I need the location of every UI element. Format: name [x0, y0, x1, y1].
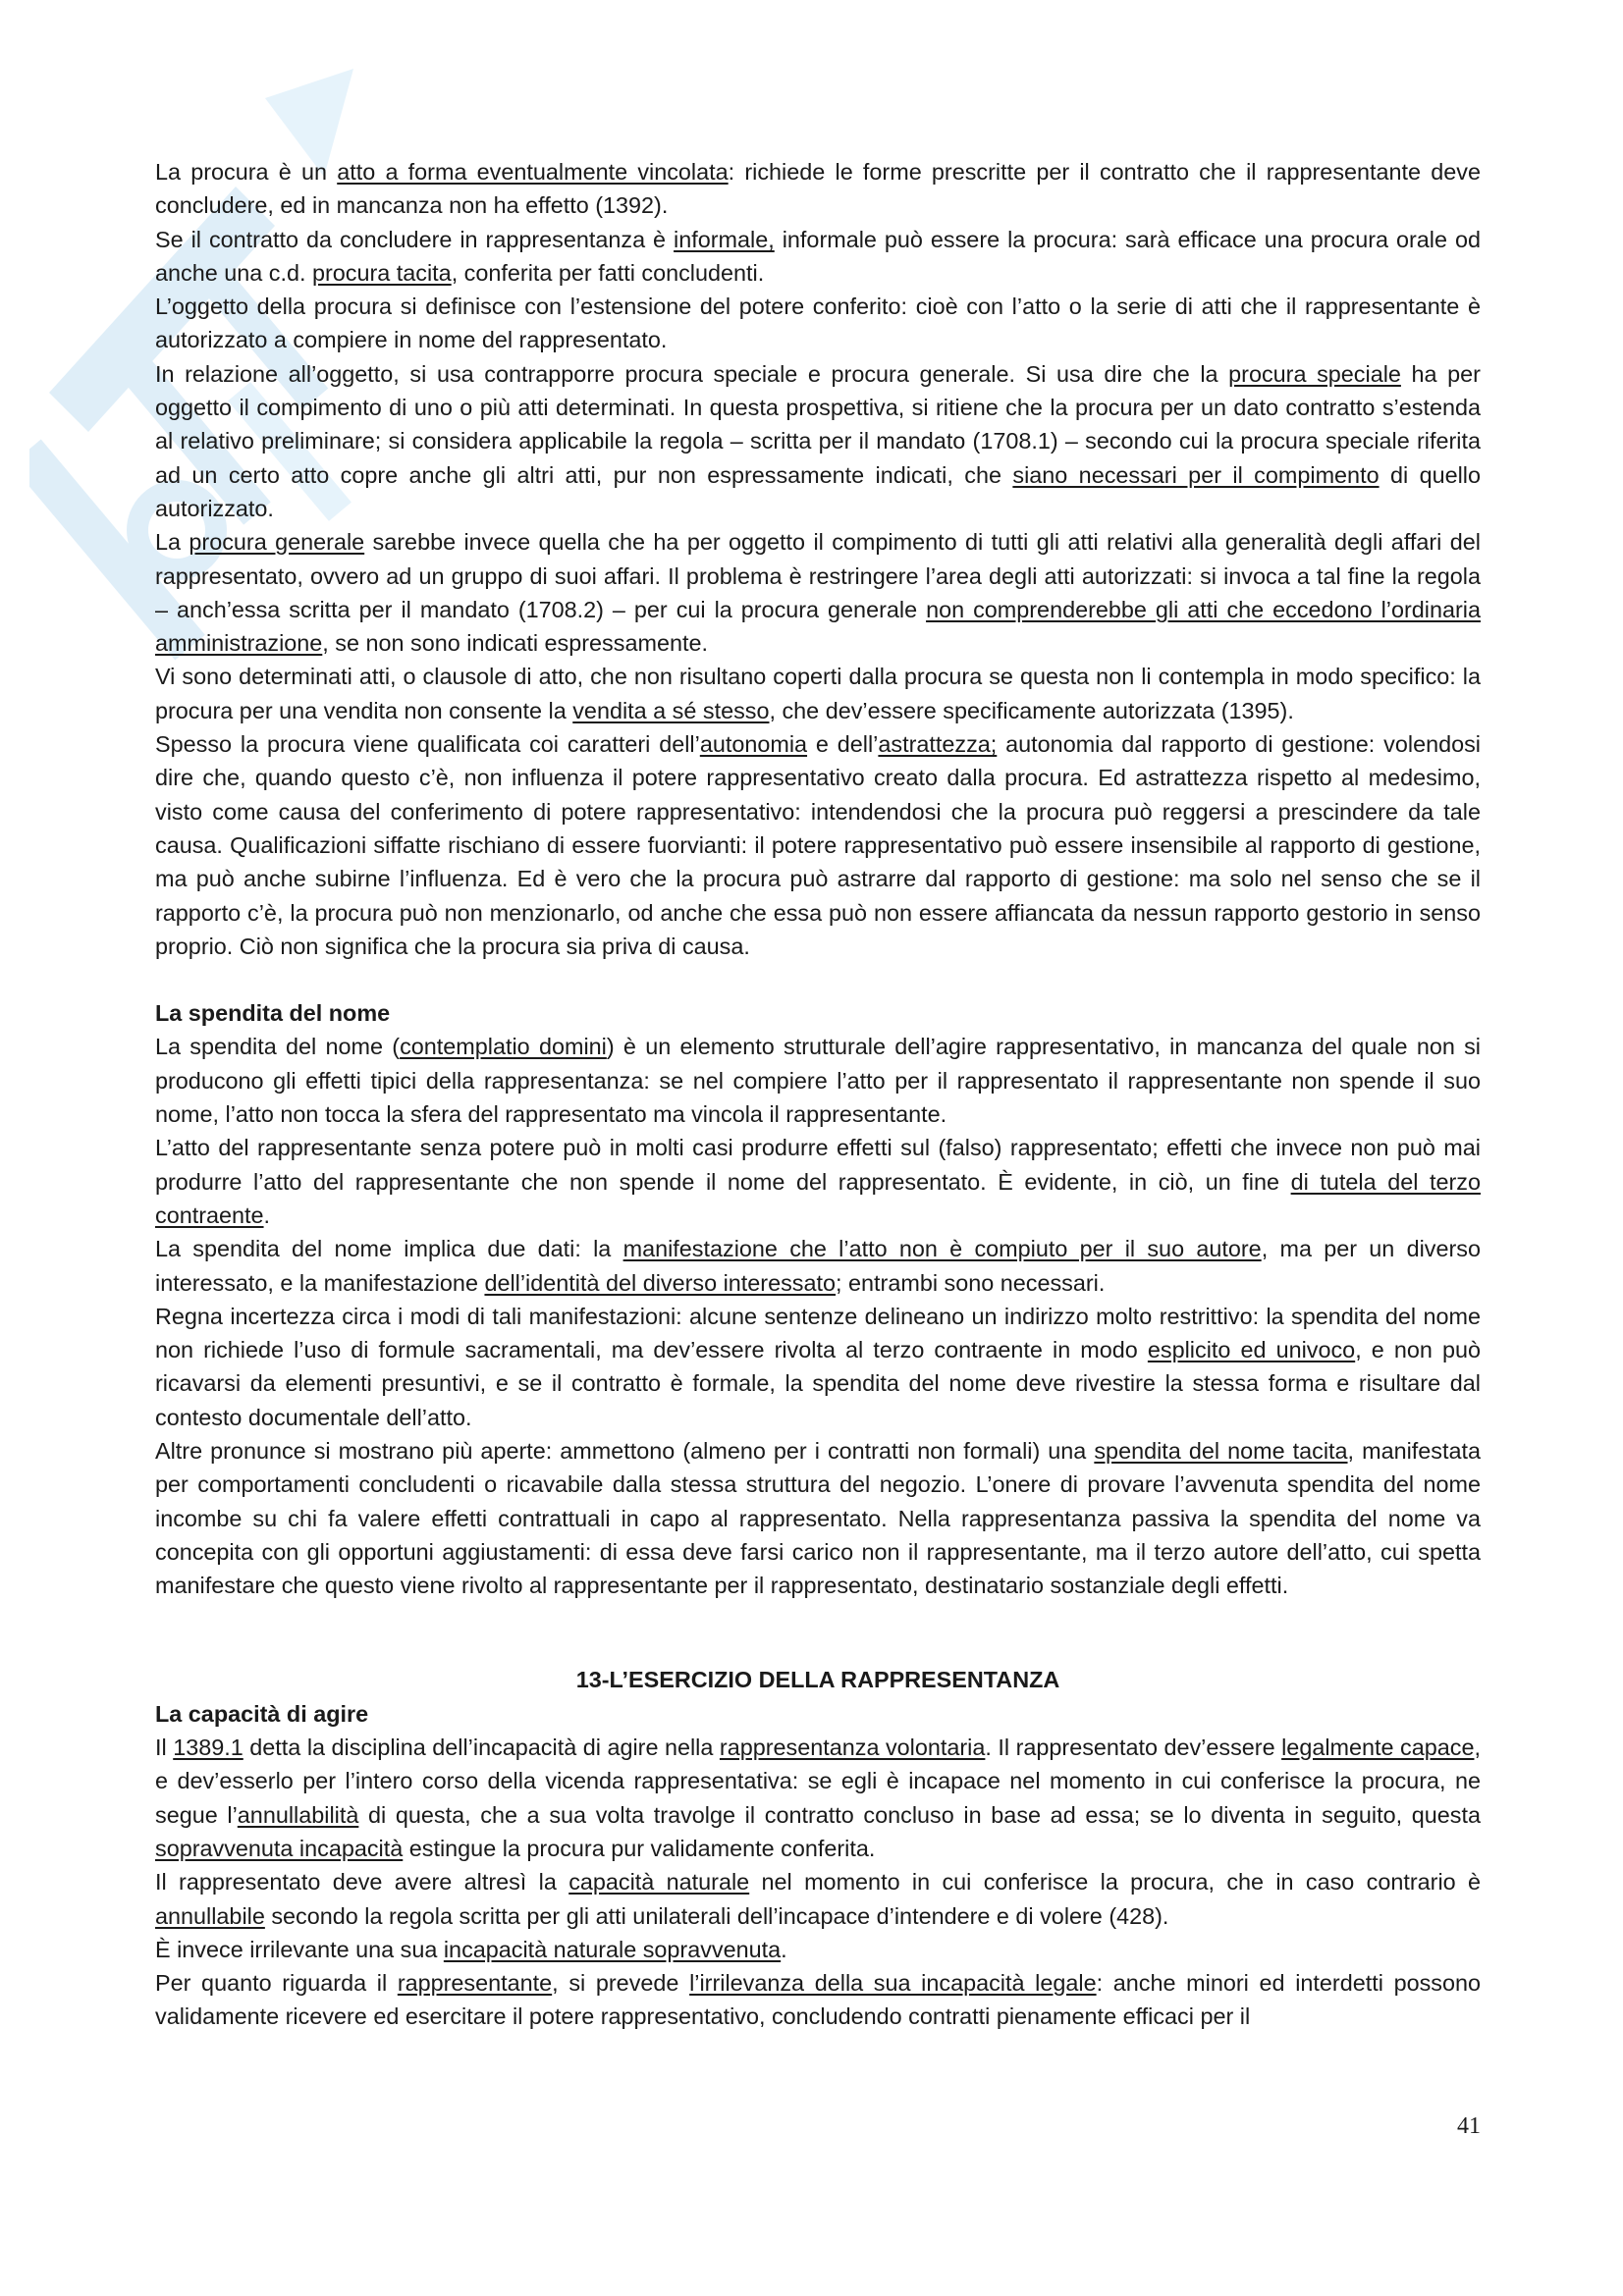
paragraph: [155, 357, 1481, 525]
text-run: secondo la regola scritta per gli atti unilaterali dell’incapace d’intendere e di volere (428).: [264, 1902, 1169, 1929]
paragraph: [155, 525, 1481, 660]
underlined-term: autonomia: [699, 731, 808, 758]
paragraph: [155, 223, 1481, 291]
underlined-term: sopravvenuta incapacità: [155, 1835, 404, 1861]
paragraph: [155, 1933, 1481, 1966]
text-run: , e non può ricavarsi da elementi presuntivi, e se il contratto è formale, la spendita del nome deve rivestire la stessa forma e risultare dal contesto documentale dell’atto.: [155, 1337, 1481, 1430]
text-run: , e dev’esserlo per l’intero corso della vicenda rappresentativa: se egli è incapace nel momento in cui conferisce la procura, ne segue l’: [155, 1735, 1481, 1828]
paragraph: [155, 1434, 1481, 1602]
text-run: L’oggetto della procura si definisce con l’estensione del potere conferito: cioè con l’atto o la serie di atti che il rappresentante è autorizzato a compiere in nome del rappresentato.: [155, 294, 1481, 353]
text-run: estingue la procura pur validamente conferita.: [403, 1835, 876, 1861]
text-run: , se non sono indicati espressamente.: [322, 630, 708, 657]
subheading-spendita-del-nome: La spendita del nome: [155, 1000, 391, 1027]
text-run: , si prevede: [552, 1970, 690, 1997]
text-run: sarebbe invece quella che ha per oggetto il compimento di tutti gli atti relativi alla generalità degli affari del rappresentato, ovvero ad un gruppo di suoi affari. Il problema è restringere l’area degli atti autorizzati: si invoca a tal fine la regola – anch’essa scritta per il mandato (1708.2) – per cui la procura generale: [155, 529, 1481, 622]
section-heading: 13-L’ESERCIZIO DELLA RAPPRESENTANZA: [575, 1667, 1060, 1693]
paragraph: [155, 1966, 1481, 2034]
text-run: Spesso la procura viene qualificata coi caratteri dell’: [155, 731, 700, 758]
text-run: . Il rappresentato dev’essere: [985, 1735, 1282, 1761]
underlined-term: procura speciale: [1228, 360, 1401, 387]
text-run: Regna incertezza circa i modi di tali manifestazioni: alcune sentenze delineano un indirizzo molto restrittivo: la spendita del nome non richiede l’uso di formule sacramentali, ma dev’essere rivolta al terzo contraente in modo: [155, 1303, 1481, 1363]
paragraph: [155, 1030, 1481, 1131]
underlined-term: incapacità naturale sopravvenuta: [443, 1936, 782, 1962]
text-run: La procura è un: [155, 159, 338, 185]
paragraph: [155, 1865, 1481, 1933]
underlined-term: manifestazione che l’atto non è compiuto per il suo autore: [622, 1236, 1262, 1262]
text-run: È invece irrilevante una sua: [155, 1936, 444, 1962]
text-run: Il rappresentato deve avere altresì la: [155, 1869, 569, 1896]
underlined-term: esplicito ed univoco: [1147, 1337, 1356, 1363]
text-run: ; entrambi sono necessari.: [836, 1269, 1106, 1296]
underlined-term: atto a forma eventualmente vincolata: [337, 159, 729, 185]
paragraph: [155, 1300, 1481, 1434]
text-run: di questa, che a sua volta travolge il contratto concluso in base ad essa; se lo diventa in seguito, questa: [358, 1801, 1481, 1828]
paragraph: [155, 727, 1481, 963]
text-run: : richiede le forme prescritte per il contratto che il rappresentante deve concludere, ed in mancanza non ha effetto (1392).: [155, 159, 1481, 219]
paragraph: [155, 290, 1481, 357]
text-run: ) è un elemento strutturale dell’agire rappresentativo, in mancanza del quale non si producono gli effetti tipici della rappresentanza: se nel compiere l’atto per il rappresentato il rappresentante non spende il suo nome, l’atto non tocca la sfera del rappresentato ma vincola il rappresentante.: [155, 1034, 1482, 1128]
text-run: nel momento in cui conferisce la procura, che in caso contrario è: [749, 1869, 1481, 1896]
paragraph: [155, 1232, 1481, 1300]
underlined-term: l’irrilevanza della sua incapacità legale: [689, 1970, 1097, 1997]
underlined-term: non comprenderebbe gli atti che eccedono l’ordinaria amministrazione: [155, 596, 1481, 657]
underlined-term: 1389.1: [173, 1735, 243, 1761]
underlined-term: legalmente capace: [1281, 1735, 1475, 1761]
text-run: In relazione all’oggetto, si usa contrapporre procura speciale e procura generale. Si usa dire che la: [155, 360, 1229, 387]
underlined-term: procura generale: [189, 529, 365, 556]
text-run: di quello autorizzato.: [155, 461, 1481, 521]
paragraph: [155, 1731, 1481, 1865]
text-run: autonomia dal rapporto di gestione: volendosi dire che, quando questo c’è, non influenza il potere rappresentativo creato dalla procura. Ed astrattezza rispetto al medesimo, visto come causa del conferimento di potere rappresentativo: intendendosi che la procura può reggersi a prescindere da tale causa. Qualificazioni siffatte rischiano di essere fuorvianti: il potere rappresentativo può essere insensibile al rapporto di gestione, ma può anche subirne l’influenza. Ed è vero che la procura può astrarre dal rapporto di gestione: ma solo nel senso che se il rapporto c’è, la procura può non menzionarlo, od anche che essa può non essere affiancata da nessun rapporto gestorio in senso proprio. Ciò non significa che la procura sia priva di causa.: [155, 731, 1481, 959]
text-run: Per quanto riguarda il: [155, 1970, 398, 1997]
text-run: Altre pronunce si mostrano più aperte: ammettono (almeno per i contratti non formali) una: [155, 1437, 1095, 1464]
underlined-term: spendita del nome tacita: [1094, 1437, 1348, 1464]
text-run: Vi sono determinati atti, o clausole di atto, che non risultano coperti dalla procura se questa non li contempla in modo specifico: la procura per una vendita non consente la: [155, 664, 1481, 723]
underlined-term: astrattezza;: [878, 731, 998, 758]
text-run: , manifestata per comportamenti concludenti o ricavabile dalla stessa struttura del negozio. L’onere di provare l’avvenuta spendita del nome incombe su chi fa valere effetti contrattuali in capo al rappresentato. Nella rappresentanza passiva la spendita del nome va concepita con gli opportuni aggiustamenti: di essa deve farsi carico non il rappresentante, ma il terzo autore dell’atto, cui spetta manifestare che questo viene rivolto al rappresentante per il rappresentato, destinatario sostanziale degli effetti.: [155, 1437, 1482, 1599]
text-run: , conferita per fatti concludenti.: [451, 259, 765, 286]
paragraph: [155, 155, 1481, 223]
text-run: ha per oggetto il compimento di uno o più atti determinati. In questa prospettiva, si ritiene che la procura per un dato contratto s’estenda al relativo preliminare; si considera applicabile la regola – scritta per il mandato (1708.1) – secondo cui la procura speciale riferita ad un certo atto copre anche gli altri atti, pur non espressamente indicati, che: [155, 360, 1481, 488]
text-run: La spendita del nome implica due dati: la: [155, 1236, 623, 1262]
underlined-term: procura tacita: [311, 259, 452, 286]
underlined-term: vendita a sé stesso: [572, 697, 770, 723]
text-run: e dell’: [807, 731, 879, 758]
document-body: [155, 155, 1481, 2034]
text-run: .: [263, 1201, 271, 1228]
underlined-term: informale,: [674, 226, 775, 252]
text-run: La spendita del nome (: [155, 1034, 401, 1060]
text-run: , ma per un diverso interessato, e la manifestazione: [155, 1236, 1481, 1296]
underlined-term: rappresentante: [397, 1970, 553, 1997]
text-run: informale può essere la procura: sarà efficace una procura orale od anche una c.d.: [155, 226, 1481, 286]
text-run: Il: [155, 1735, 174, 1761]
underlined-term: capacità naturale: [568, 1869, 750, 1896]
text-run: La: [155, 529, 189, 556]
text-run: L’atto del rappresentante senza potere può in molti casi produrre effetti sul (falso) rappresentato; effetti che invece non può mai produrre l’atto del rappresentante che non spende il nome del rappresentato. È evidente, in ciò, un fine: [155, 1135, 1481, 1195]
text-run: detta la disciplina dell’incapacità di agire nella: [243, 1735, 720, 1761]
underlined-term: annullabile: [155, 1902, 265, 1929]
text-run: : anche minori ed interdetti possono validamente ricevere ed esercitare il potere rappresentativo, concludendo contratti pienamente efficaci per il: [155, 1970, 1481, 2030]
subheading-capacita-di-agire: La capacità di agire: [155, 1700, 369, 1727]
underlined-term: dell’identità del diverso interessato: [484, 1269, 837, 1296]
paragraph: [155, 660, 1481, 727]
page-number: 41: [1457, 2113, 1481, 2139]
underlined-term: siano necessari per il compimento: [1012, 461, 1380, 488]
underlined-term: annullabilità: [237, 1801, 359, 1828]
paragraph: [155, 1131, 1481, 1232]
text-run: .: [781, 1936, 787, 1962]
underlined-term: di tutela del terzo contraente: [155, 1168, 1481, 1228]
text-run: Se il contratto da concludere in rappresentanza è: [155, 226, 675, 252]
underlined-term: rappresentanza volontaria: [719, 1735, 986, 1761]
text-run: , che dev’essere specificamente autorizzata (1395).: [769, 697, 1294, 723]
underlined-term: contemplatio domini: [400, 1034, 607, 1060]
